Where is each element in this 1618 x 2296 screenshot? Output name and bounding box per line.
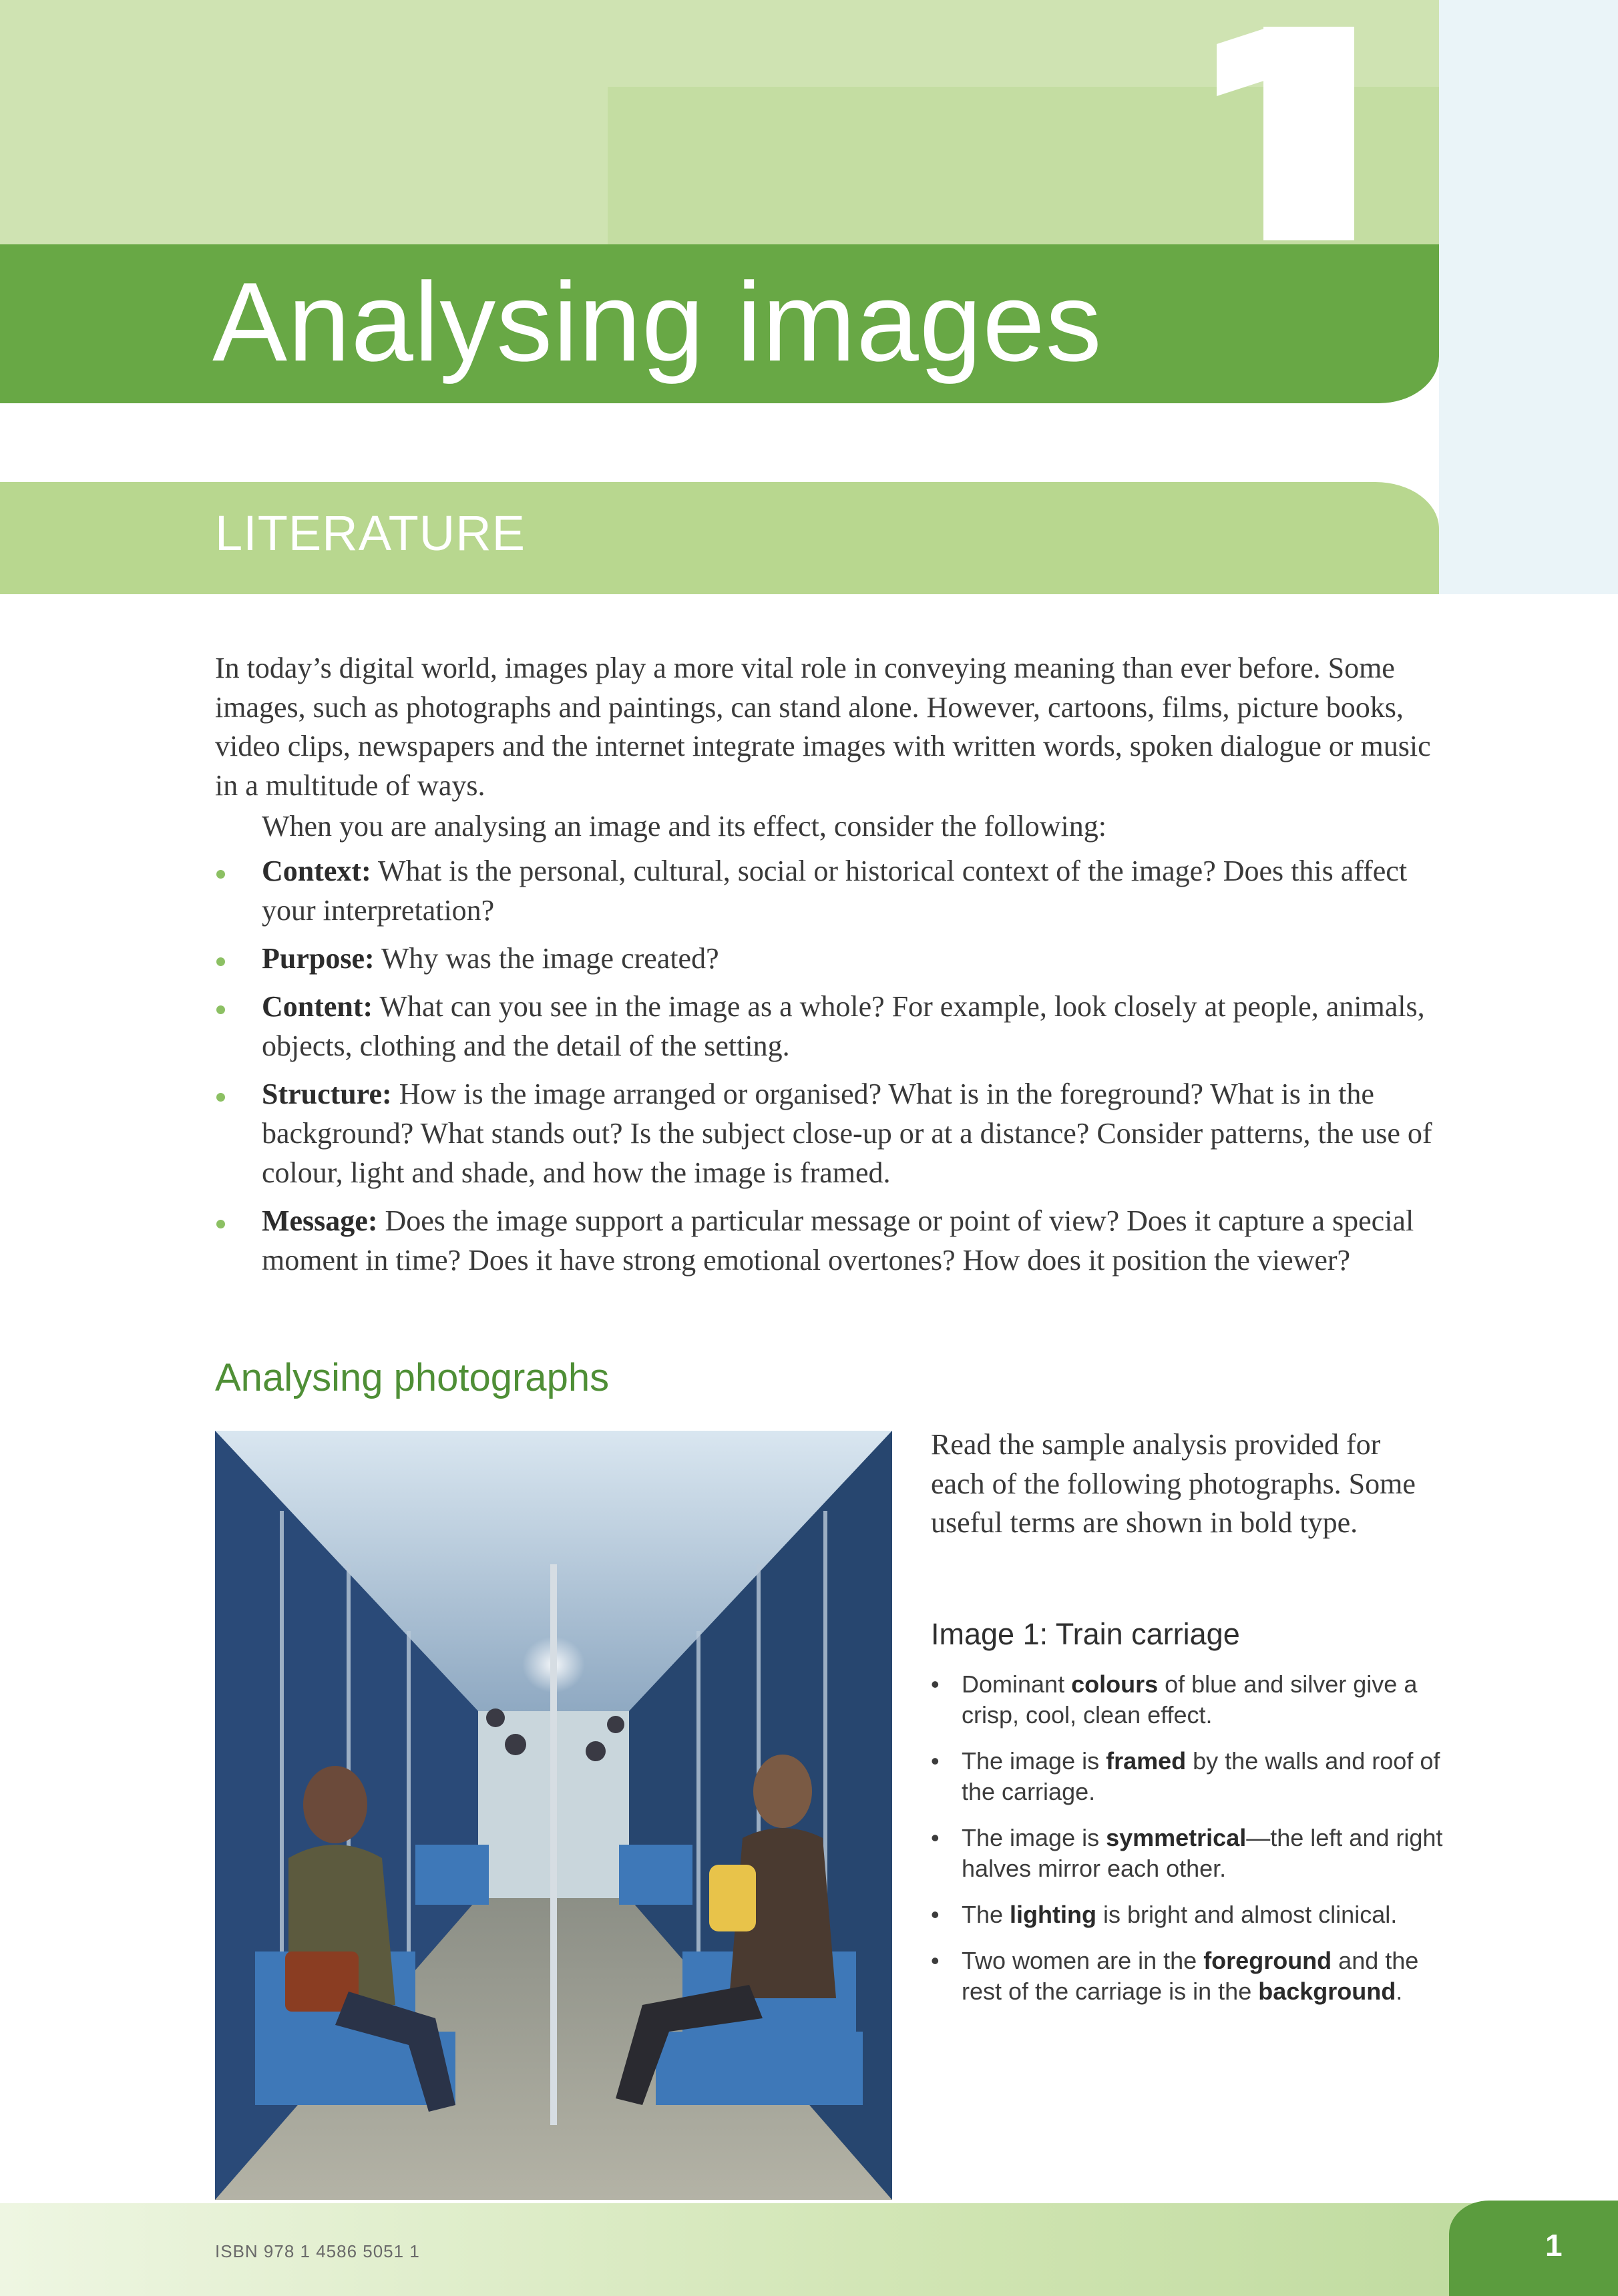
section-heading: Analysing photographs bbox=[215, 1356, 610, 1399]
bullet-icon bbox=[216, 1093, 225, 1102]
train-carriage-photo bbox=[215, 1431, 892, 2200]
list-item-text: What is the personal, cultural, social or historical context of the image? Does this affect your interpretation? bbox=[262, 855, 1408, 927]
list-item-text: What can you see in the image as a whole? For example, look closely at people, animals, objects, clothing and the detail of the setting. bbox=[262, 990, 1425, 1062]
list-item bbox=[214, 1074, 1442, 1192]
point-term: background bbox=[1258, 1978, 1396, 2005]
list-item-text: Why was the image created? bbox=[374, 942, 719, 975]
list-item-term: Context: bbox=[262, 855, 371, 887]
analysis-points bbox=[931, 1669, 1465, 2022]
list-item bbox=[931, 1746, 1465, 1807]
point-text: Dominant bbox=[962, 1670, 1072, 1698]
list-item bbox=[214, 939, 1442, 978]
point-text: The image is bbox=[962, 1824, 1106, 1851]
list-item-term: Structure: bbox=[262, 1078, 392, 1110]
point-text: —the left and right halves mirror each other. bbox=[962, 1824, 1443, 1882]
point-text: The bbox=[962, 1901, 1010, 1928]
bullet-icon bbox=[216, 1005, 225, 1014]
point-term: colours bbox=[1071, 1670, 1159, 1698]
point-term: foreground bbox=[1203, 1947, 1332, 1974]
point-text: is bright and almost clinical. bbox=[1096, 1901, 1398, 1928]
photographs-intro: Read the sample analysis provided for each of the following photographs. Some useful terms are shown in bold type. bbox=[931, 1428, 1416, 1539]
point-term: lighting bbox=[1010, 1901, 1097, 1928]
intro-lead: When you are analysing an image and its effect, consider the following: bbox=[262, 810, 1106, 843]
page-title: Analysing images bbox=[212, 259, 1102, 385]
bullet-icon bbox=[216, 870, 225, 879]
image-heading: Image 1: Train carriage bbox=[931, 1617, 1240, 1651]
list-item bbox=[931, 1945, 1465, 2007]
page-edge-strip bbox=[1439, 0, 1618, 594]
point-term: symmetrical bbox=[1106, 1824, 1247, 1851]
bullet-icon bbox=[216, 1220, 225, 1228]
bullet-icon bbox=[216, 957, 225, 966]
list-item bbox=[214, 851, 1442, 930]
page-number-tab bbox=[1449, 2201, 1618, 2296]
point-term: framed bbox=[1106, 1747, 1187, 1775]
section-label: LITERATURE bbox=[215, 505, 526, 561]
point-text: The image is bbox=[962, 1747, 1106, 1775]
intro-paragraph: In today’s digital world, images play a more vital role in conveying meaning than ever before. Some images, such as photographs and paintings, can stand alone. However, cartoons, films, picture books, video clips, newspapers and the internet integrate images with written words, spoken dialogue or music in a multitude of ways. bbox=[215, 652, 1431, 802]
point-text: and the rest of the carriage is in the bbox=[962, 1947, 1419, 2005]
point-text: Two women are in the bbox=[962, 1947, 1204, 1974]
list-item-text: Does the image support a particular message or point of view? Does it capture a special moment in time? Does it have strong emotional overtones? How does it position the viewer? bbox=[262, 1204, 1414, 1277]
point-text: of blue and silver give a crisp, cool, clean effect. bbox=[962, 1670, 1418, 1729]
point-text: by the walls and roof of the carriage. bbox=[962, 1747, 1440, 1805]
isbn: ISBN 978 1 4586 5051 1 bbox=[215, 2241, 420, 2261]
list-item bbox=[214, 987, 1442, 1066]
list-item bbox=[931, 1899, 1465, 1930]
list-item-term: Purpose: bbox=[262, 942, 375, 975]
considerations-list bbox=[214, 851, 1442, 1289]
point-text: . bbox=[1396, 1978, 1403, 2005]
chapter-number-graphic bbox=[1263, 27, 1354, 240]
list-item-term: Content: bbox=[262, 990, 373, 1023]
list-item bbox=[931, 1669, 1465, 1731]
list-item bbox=[931, 1823, 1465, 1884]
list-item bbox=[214, 1201, 1442, 1280]
list-item-text: How is the image arranged or organised? What is in the foreground? What is in the background? What stands out? Is the subject close-up or at a distance? Consider patterns, the use of colour, light and shade, and how the image is framed. bbox=[262, 1078, 1432, 1189]
page-number: 1 bbox=[1545, 2228, 1563, 2263]
list-item-term: Message: bbox=[262, 1204, 378, 1237]
